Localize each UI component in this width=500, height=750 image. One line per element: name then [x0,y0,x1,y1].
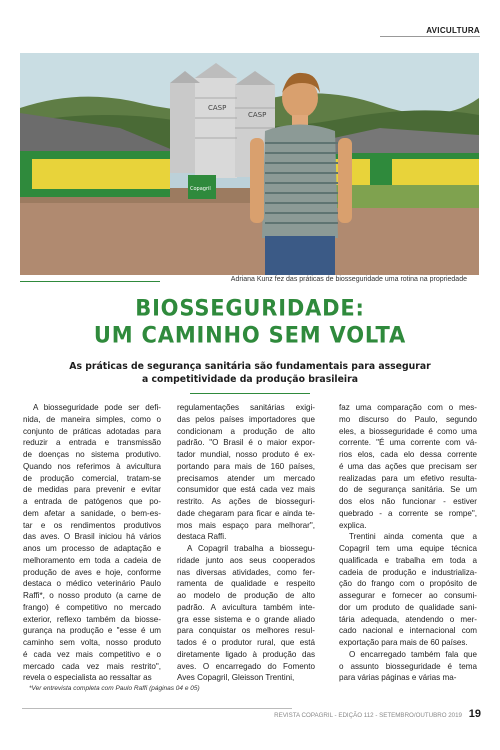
text-line: restrito. As ações de biosseguri- [177,497,315,506]
headline-line-2: UM CAMINHO SEM VOLTA [93,322,407,348]
text-line: de doenças no sistema produtivo. [23,450,161,459]
text-line: mo discurso do Paulo, segundo [339,414,477,424]
text-line: Copagril tem uma equipe técnica [339,544,477,553]
text-line: tária adequada, atendendo o mer- [339,614,477,624]
text-line: dem afetar a sanidade, o bem-es- [23,508,161,518]
text-line: frango) é competitivo no mercado [23,602,161,612]
footnote: *Ver entrevista completa com Paulo Raffi (páginas 04 e 05) [29,685,200,692]
text-line: portando para mais de 160 países, [177,461,315,471]
silo-logo-1: CASP [208,104,227,112]
text-line: tados é o produtor rural, que está [177,638,315,647]
text-line: a entrada de patógenos que po- [23,497,161,506]
photo-caption: Adriana Kunz fez das práticas de biosseguridade uma rotina na propriedade [230,276,467,283]
text-line: cadeia de produção e industrializa- [339,567,477,577]
text-line: revela o especialista ao ressaltar as [23,673,152,683]
text-line: condicionam a produção de alto [177,426,315,436]
silo-logo-2: CASP [248,111,267,119]
text-line: reduzir a entrada e transmissão [23,438,161,448]
text-line: de produção comercial, tratam-se [23,473,161,483]
article-photo [20,53,479,275]
text-line: anos um processo de adaptação e [23,544,161,553]
text-line: o assunto biosseguridade é tema [339,661,477,671]
text-line: aves. O encarregado do Fomento [177,661,315,671]
text-line: Raffi*, o nosso produto (a carne de [23,591,161,600]
text-line: tador mundial, nosso produto é ex- [177,450,315,459]
text-line: cado nacional e internacional com [339,626,477,636]
text-line: dor um produto de qualidade sani- [339,602,477,612]
deck-line-1: As práticas de segurança sanitária são fundamentais para assegurar [69,361,431,372]
text-line: padrão. A avicultura também inte- [177,602,315,612]
text-line: rios elos, cada elo dessa corrente [339,450,477,459]
text-line: melhoramento em toda a cadeia de [23,555,161,565]
text-line: diretamente ligado à produção das [177,649,315,659]
text-line: A biosseguridade pode ser defi- [33,403,161,412]
text-line: das aves. O Brasil iniciou há vários [23,532,161,542]
text-line: regulamentações sanitárias exigi- [177,403,315,412]
footer-publication: REVISTA COPAGRIL - EDIÇÃO 112 - SETEMBRO/OUTUBRO 2019 [274,712,462,719]
text-line: mercado cada vez mais restrito", [23,661,161,671]
text-column-2 [177,402,315,684]
text-line: consumidor que está cada vez mais [177,485,315,495]
text-line: quebrado - a corrente se rompe", [339,508,477,518]
page-number: 19 [468,708,481,720]
text-line: Trentini ainda comenta que a [349,532,477,542]
text-line: nida, de maneira simples, como o [23,414,161,424]
text-line: ramenta de qualidade e respeito [177,579,315,589]
footer-rule [22,708,292,709]
headline-line-1: BIOSSEGURIDADE: [135,295,365,321]
text-line: ção do frango com o propósito de [339,579,477,589]
text-line: precisamos atender um mercado [177,473,315,483]
text-line: realizadas para um efetivo resulta- [339,473,477,483]
section-tag: AVICULTURA [426,26,480,35]
text-line: Quando nos referimos à avicultura [23,461,161,471]
text-line: para várias páginas e várias ma- [339,673,457,683]
text-line: destaca Raffi. [177,532,227,542]
text-line: destaca o médico veterinário Paulo [23,579,161,589]
text-line: ridade junto aos seus cooperados [177,555,315,565]
text-line: do de segurança sanitária. Se um [339,485,477,495]
text-line: de medidas para prevenir e evitar [23,485,161,495]
text-line: A Copagril trabalha a biossegu- [187,544,315,553]
text-line: dade chegaram para ficar e ainda te- [177,508,315,518]
sign-logo: Copagril [190,186,211,192]
text-line: produção de aves e hoje, conforme [23,567,161,577]
text-line: explica. [339,520,367,530]
text-line: corrente. "É uma corrente com vá- [339,438,477,448]
text-line: O encarregado também fala que [349,649,477,659]
deck-line-2: a competitividade da produção brasileira [142,374,358,385]
text-line: faz uma comparação com o mes- [339,403,477,412]
text-column-3 [339,402,477,684]
text-line: é uma das ações que precisam ser [339,461,477,471]
text-line: qualificada e trabalha em toda a [339,555,477,565]
text-line: para conquistar os melhores resul- [177,626,315,636]
text-line: tar e os rendimentos produtivos [23,520,161,530]
text-line: das pelos países importadores que [177,414,315,424]
text-line: padrão. "O Brasil é o maior expor- [177,438,315,448]
text-line: conjunto de práticas adotadas para [23,426,161,436]
text-line: exportação para mais de 60 países. [339,638,468,647]
deck-rule [190,393,310,394]
text-line: Aves Copagril, Gleisson Trentini, [177,673,295,683]
text-line: é cada vez mais competitivo e o [23,649,161,659]
text-line: mos mais espaço para melhorar", [177,520,315,530]
text-line: ao modelo de produção de alto [177,591,315,600]
section-divider [380,36,480,37]
text-line: assegurar e fornecer ao consumi- [339,591,477,600]
text-line: gurança na produção e "esse é um [23,626,161,636]
text-line: eles, a biosseguridade é como uma [339,426,477,436]
text-column-1 [23,402,161,684]
text-line: exterior, reflexo também da biosse- [23,614,161,624]
text-line: nas diversas atividades, como fer- [177,567,315,577]
text-line: dos elos não funcionar - estiver [339,497,477,506]
text-line: gra esse sistema e o grande aliado [177,614,315,624]
text-line: caminho sem volta, nosso produto [23,638,161,647]
